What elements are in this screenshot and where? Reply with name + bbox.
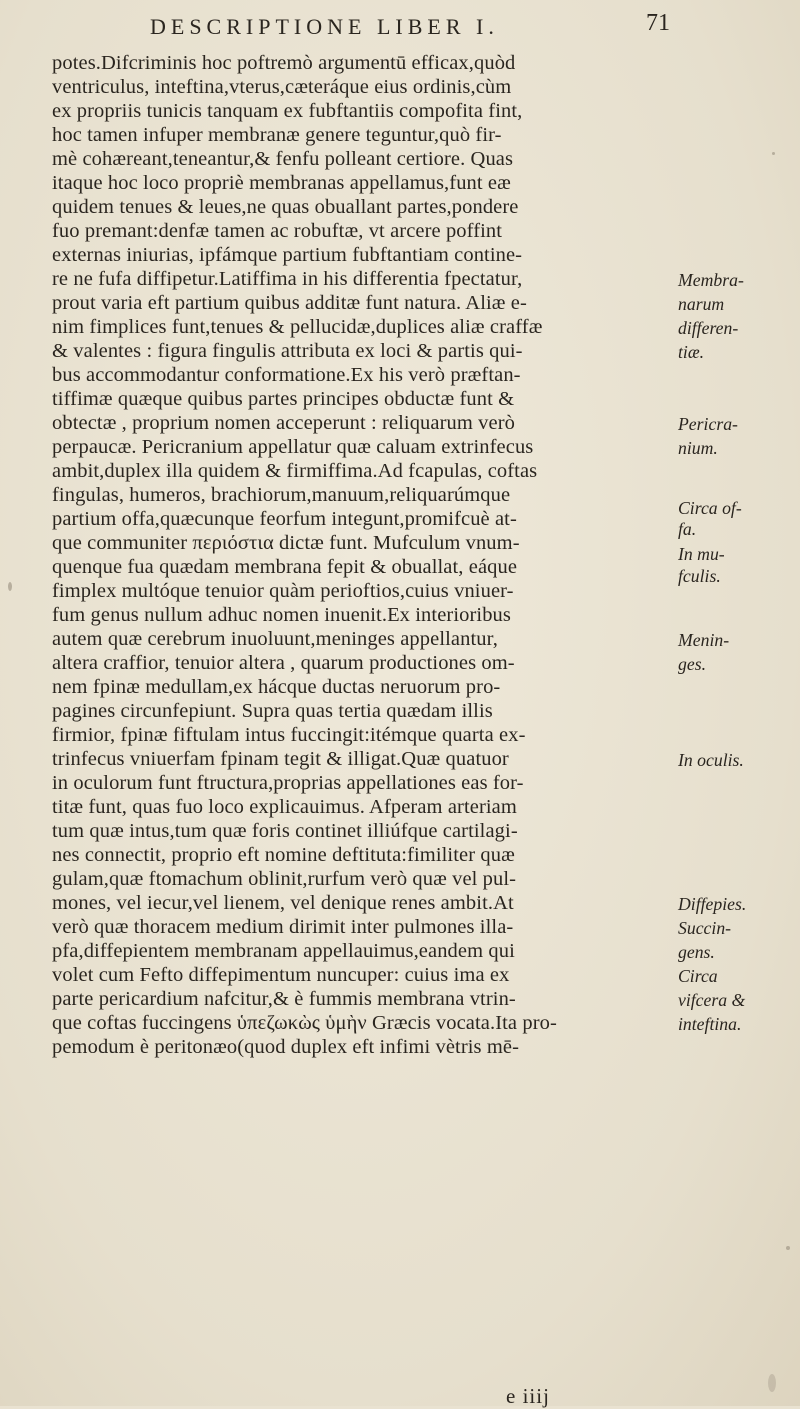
text-line: mè cohæreant,teneantur,& fenfu polleant certiore. Quas [52,148,514,170]
text-line: & valentes : figura fingulis attributa ex loci & partis qui- [52,340,523,362]
margin-note: In oculis. [678,750,744,770]
margin-note: vifcera & [678,990,746,1010]
margin-note: ges. [678,654,707,674]
signature-mark: e iiij [506,1384,550,1408]
margin-note: Circa [678,966,718,986]
text-line: prout varia eft partium quibus additæ funt natura. Aliæ e- [52,292,527,314]
text-line: quenque fua quædam membrana fepit & obuallat, eáque [52,556,518,578]
text-line: tum quæ intus,tum quæ foris continet illiúfque cartilagi- [52,820,518,842]
paper-blemish [768,1374,776,1392]
margin-note: Membra- [678,270,744,290]
page-number: 71 [646,10,670,36]
margin-note: Diffepies. [678,894,747,914]
text-line: ex propriis tunicis tanquam ex fubftantiis compofita fint, [52,100,523,122]
paper-blemish [786,1246,790,1250]
text-line: tiffimæ quæque quibus partes principes obductæ funt & [52,388,515,410]
margin-note: narum [678,294,725,314]
text-line: altera craffior, tenuior altera , quarum productiones om- [52,652,515,674]
margin-note: nium. [678,438,718,458]
text-line: autem quæ cerebrum inuoluunt,meninges appellantur, [52,628,498,650]
text-line: parte pericardium nafcitur,& è fummis membrana vtrin- [52,988,516,1010]
text-line: fimplex multóque tenuior quàm perioftios,cuius vniuer- [52,580,514,602]
text-line: quidem tenues & leues,ne quas obuallant partes,pondere [52,196,519,218]
text-line: nim fimplices funt,tenues & pellucidæ,duplices aliæ craffæ [52,316,543,338]
margin-note: In mu- [678,544,725,564]
text-line: que coftas fuccingens ὑπεζωκὼς ὑμὴν Græcis vocata.Ita pro- [52,1012,557,1034]
text-line: externas iniurias, ipfámque partium fubftantiam contine- [52,244,523,266]
margin-note: tiæ. [678,342,705,362]
margin-note: gens. [678,942,715,962]
text-line: re ne fufa diffipetur.Latiffima in his differentia fpectatur, [52,268,523,290]
text-line: obtectæ , proprium nomen acceperunt : reliquarum verò [52,412,515,434]
text-line: fum genus nullum adhuc nomen inuenit.Ex interioribus [52,604,511,626]
text-line: perpaucæ. Pericranium appellatur quæ caluam extrinfecus [52,436,534,458]
text-line: hoc tamen infuper membranæ genere teguntur,quò fir- [52,124,502,146]
margin-note: fa. [678,519,697,539]
text-line: trinfecus vniuerfam fpinam tegit & illigat.Quæ quatuor [52,748,509,770]
text-line: pfa,diffepientem membranam appellauimus,eandem qui [52,940,515,962]
text-line: fuo premant:denfæ tamen ac robuftæ, vt arcere poffint [52,220,503,242]
text-line: gulam,quæ ftomachum oblinit,rurfum verò quæ vel pul- [52,868,517,890]
margin-note: differen- [678,318,739,338]
text-line: mones, vel iecur,vel lienem, vel denique renes ambit.At [52,892,514,914]
text-line: verò quæ thoracem medium dirimit inter pulmones illa- [52,916,514,938]
margin-note: inteftina. [678,1014,742,1034]
text-line: que communiter περιόστια dictæ funt. Mufculum vnum- [52,532,520,554]
margin-note: Pericra- [678,414,738,434]
margin-note: Circa of- [678,498,742,518]
text-line: partium offa,quæcunque feorfum integunt,promifcuè at- [52,508,517,530]
text-line: nem fpinæ medullam,ex hácque ductas neruorum pro- [52,676,501,698]
text-line: firmior, fpinæ fiftulam intus fuccingit:itémque quarta ex- [52,724,526,746]
text-line: bus accommodantur conformatione.Ex his verò præftan- [52,364,521,386]
text-line: itaque hoc loco propriè membranas appellamus,funt eæ [52,172,511,194]
text-line: pemodum è peritonæo(quod duplex eft infimi vètris mē- [52,1036,520,1058]
text-line: ambit,duplex illa quidem & firmiffima.Ad fcapulas, coftas [52,460,538,482]
text-line: in oculorum funt ftructura,proprias appellationes eas for- [52,772,524,794]
text-line: nes connectit, proprio eft nomine deftituta:fimiliter quæ [52,844,515,866]
margin-note: fculis. [678,566,721,586]
margin-note: Succin- [678,918,732,938]
margin-note: Menin- [678,630,730,650]
text-line: pagines circunfepiunt. Supra quas tertia quædam illis [52,700,493,722]
text-line: titæ funt, quas fuo loco explicauimus. Afperam arteriam [52,796,517,818]
paper-blemish [772,152,775,155]
text-line: potes.Difcriminis hoc poftremò argumentū efficax,quòd [52,52,516,74]
page-header [150,6,670,46]
running-title: DESCRIPTIONE LIBER I. [150,14,499,39]
text-line: ventriculus, inteftina,vterus,cæteráque eius ordinis,cùm [52,76,512,98]
text-line: volet cum Fefto diffepimentum nuncuper: cuius ima ex [52,964,510,986]
paper-blemish [8,582,12,591]
text-line: fingulas, humeros, brachiorum,manuum,reliquarúmque [52,484,511,506]
